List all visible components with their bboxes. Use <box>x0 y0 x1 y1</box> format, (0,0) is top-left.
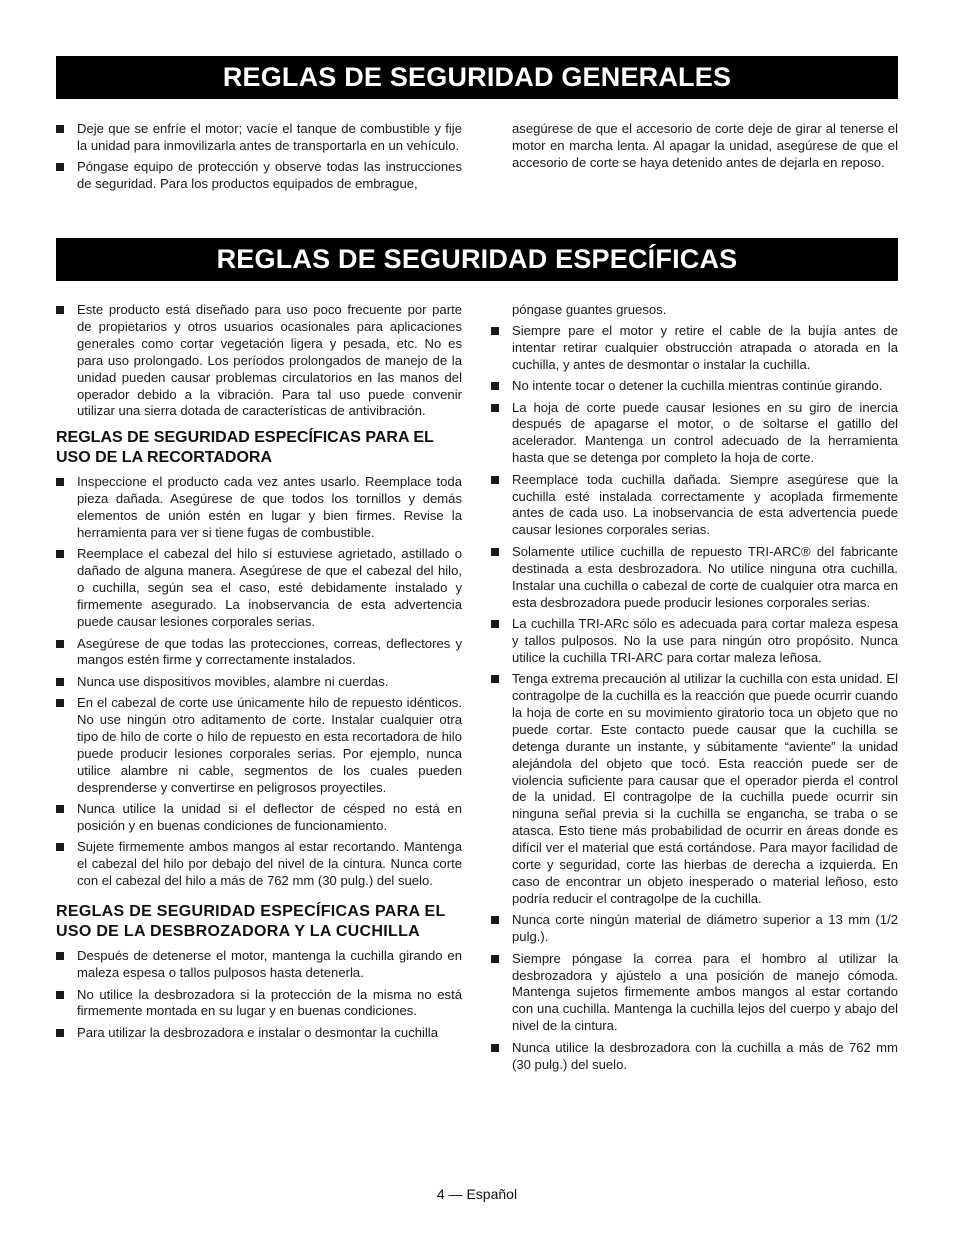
specific-safety-title: REGLAS DE SEGURIDAD ESPECÍFICAS <box>56 238 898 281</box>
list-item: Reemplace toda cuchilla dañada. Siempre asegúrese que la cuchilla esté instalada correctamente y acoplada firmemente antes de cada uso. La inobservancia de esta advertencia puede causar lesiones corporales serias. <box>491 472 898 540</box>
list-item: No utilice la desbrozadora si la protección de la misma no está firmemente montada en su lugar y en buenas condiciones. <box>56 987 462 1021</box>
list-item: Deje que se enfríe el motor; vacíe el tanque de combustible y fije la unidad para inmovilizarla antes de transportarla en un vehículo. <box>56 121 462 155</box>
list-item: Siempre pare el motor y retire el cable de la bujía antes de intentar retirar cualquier obstrucción atrapada o atorada en la cuchilla, y antes de desmontar o instalar la cuchilla. <box>491 323 898 374</box>
bullet-icon <box>491 476 499 484</box>
list-item: Este producto está diseñado para uso poco frecuente por parte de propietarios y otros usuarios ocasionales para aplicaciones generales como cortar vegetación ligera y pesada, etc. No es para uso prolongado. Los períodos prolongados de manejo de la unidad pueden causar problemas circulatorios en las manos del operador debido a la vibración. Para tal uso puede convenir utilizar una sierra dotada de características de antivibración. <box>56 302 462 420</box>
bullet-icon <box>56 306 64 314</box>
bullet-icon <box>491 675 499 683</box>
list-item: Póngase equipo de protección y observe todas las instrucciones de seguridad. Para los productos equipados de embrague, <box>56 159 462 193</box>
trimmer-section-heading: REGLAS DE SEGURIDAD ESPECÍFICAS PARA EL USO DE LA RECORTADORA <box>56 429 434 467</box>
brushcutter-section-heading: REGLAS DE SEGURIDAD ESPECÍFICAS PARA EL USO DE LA DESBROZADORA Y LA CUCHILLA <box>56 903 446 941</box>
list-item: Nunca corte ningún material de diámetro superior a 13 mm (1/2 pulg.). <box>491 912 898 946</box>
bullet-icon <box>491 327 499 335</box>
bullet-icon <box>56 952 64 960</box>
list-item: No intente tocar o detener la cuchilla mientras continúe girando. <box>491 378 898 395</box>
bullet-icon <box>491 404 499 412</box>
list-item: Solamente utilice cuchilla de repuesto TRI-ARC® del fabricante destinada a esta desbrozadora. No utilice ninguna otra cuchilla. Instalar una cuchilla o cabezal de corte de cualquier otra marca en esta desbrozadora puede producir lesiones corporales serias. <box>491 544 898 612</box>
list-item: Para utilizar la desbrozadora e instalar o desmontar la cuchilla <box>56 1025 462 1042</box>
bullet-icon <box>491 955 499 963</box>
bullet-icon <box>56 550 64 558</box>
list-item: Nunca use dispositivos movibles, alambre ni cuerdas. <box>56 674 462 691</box>
bullet-icon <box>56 699 64 707</box>
bullet-icon <box>56 991 64 999</box>
bullet-icon <box>56 843 64 851</box>
bullet-icon <box>491 382 499 390</box>
general-left-column <box>56 121 462 198</box>
page-footer: 4 — Español <box>436 1186 518 1202</box>
general-bullet-list <box>56 121 462 193</box>
list-item: Nunca utilice la unidad si el deflector de césped no está en posición y en buenas condiciones de funcionamiento. <box>56 801 462 835</box>
list-item: Reemplace el cabezal del hilo si estuviese agrietado, astillado o dañado de alguna manera. Asegúrese de que el cabezal del hilo, o cuchilla, según sea el caso, esté debidamente instalado y firmemente asegurado. La inobservancia de esta advertencia puede causar lesiones corporales serias. <box>56 546 462 631</box>
list-item: La hoja de corte puede causar lesiones en su giro de inercia después de apagarse el motor, o de soltarse el gatillo del acelerador. Mantenga un control adecuado de la herramienta hasta que se detenga por completo la hoja de corte. <box>491 400 898 468</box>
bullet-icon <box>491 916 499 924</box>
bullet-icon <box>56 640 64 648</box>
list-item: Después de detenerse el motor, mantenga la cuchilla girando en maleza espesa o tallos pulposos hasta detenerla. <box>56 948 462 982</box>
list-item: Inspeccione el producto cada vez antes usarlo. Reemplace toda pieza dañada. Asegúrese de que todos los tornillos y demás elementos de unión estén en lugar y bien firmes. Revise la herramienta para ver si tiene fugas de combustible. <box>56 474 462 542</box>
brushcutter-rules-list-right <box>491 323 898 1074</box>
list-item: La cuchilla TRI-ARc sólo es adecuada para cortar maleza espesa y tallos pulposos. No la use para ningún otro propósito. Nunca utilice la cuchilla TRI-ARC para cortar maleza leñosa. <box>491 616 898 667</box>
list-item: Asegúrese de que todas las protecciones, correas, deflectores y mangos estén firme y correctamente instalados. <box>56 636 462 670</box>
bullet-icon <box>491 620 499 628</box>
list-item: Siempre póngase la correa para el hombro al utilizar la desbrozadora y ajústelo a una posición de manejo cómoda. Mantenga sujetos firmemente ambos mangos al estar cortando con una cuchilla. Mantenga la cuchilla lejos del cuerpo y abajo del nivel de la cintura. <box>491 951 898 1036</box>
bullet-icon <box>56 678 64 686</box>
brushcutter-rules-list-left <box>56 948 462 1042</box>
general-continuation-text: asegúrese de que el accesorio de corte deje de girar al tenerse el motor en marcha lenta. Al apagar la unidad, asegúrese de que el accesorio de corte se haya detenido antes de dejarla en reposo. <box>512 121 898 170</box>
bullet-icon <box>56 478 64 486</box>
general-right-column <box>512 121 898 176</box>
brushcutter-continuation-text: póngase guantes gruesos. <box>512 302 667 317</box>
list-item: Nunca utilice la desbrozadora con la cuchilla a más de 762 mm (30 pulg.) del suelo. <box>491 1040 898 1074</box>
trimmer-rules-list <box>56 474 462 890</box>
bullet-icon <box>56 125 64 133</box>
bullet-icon <box>56 805 64 813</box>
specific-right-column <box>491 302 898 1078</box>
bullet-icon <box>56 163 64 171</box>
specific-left-column <box>56 302 462 1046</box>
general-safety-title: REGLAS DE SEGURIDAD GENERALES <box>56 56 898 99</box>
bullet-icon <box>491 1044 499 1052</box>
list-item: Tenga extrema precaución al utilizar la cuchilla con esta unidad. El contragolpe de la cuchilla es la reacción que puede ocurrir cuando la hoja de corte en su movimiento giratorio toca un objeto que no puede cortar. Este contacto puede causar que la cuchilla se detenga durante un instante, y súbitamente “aviente” la unidad alejándola del objeto que tocó. Esta reacción puede ser de violencia suficiente para causar que el operador pierda el control de la unidad. El contragolpe de la cuchilla puede ocurrir sin ninguna señal previa si la cuchilla se engancha, se traba o se atasca. Esto tiene más probabilidad de ocurrir en áreas donde es difícil ver el material que está cortándose. Para mayor facilidad de corte y seguridad, corte las hierbas de derecha a izquierda. En caso de encontrar un objeto inesperado o material leñoso, esto podría reducir el contragolpe de la cuchilla. <box>491 671 898 908</box>
bullet-icon <box>491 548 499 556</box>
list-item: En el cabezal de corte use únicamente hilo de repuesto idénticos. No use ningún otro aditamento de corte. Instalar cualquier otra tipo de hilo de corte o hilo de repuesto en esta recortadora de hilo puede producir lesiones corporales serias. Por ejemplo, nunca utilice alambre ni cable, segmentos de los cuales pueden desprenderse y convertirse en peligrosos proyectiles. <box>56 695 462 796</box>
bullet-icon <box>56 1029 64 1037</box>
list-item: Sujete firmemente ambos mangos al estar recortando. Mantenga el cabezal del hilo por debajo del nivel de la cintura. Nunca corte con el cabezal del hilo a más de 762 mm (30 pulg.) del suelo. <box>56 839 462 890</box>
intro-list <box>56 302 462 420</box>
